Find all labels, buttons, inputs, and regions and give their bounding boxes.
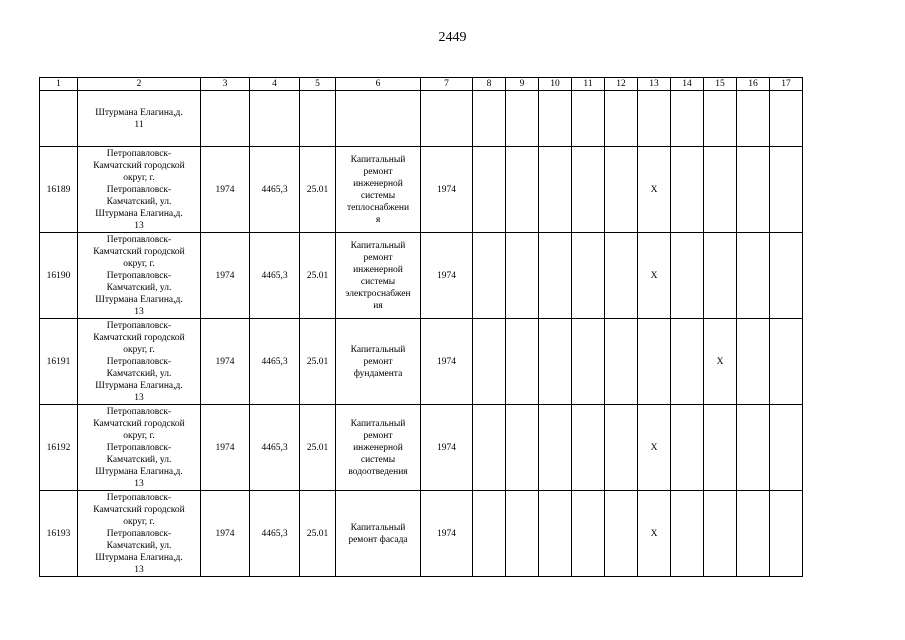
cell-address: Петропавловск- Камчатский городской округ, г. Петропавловск- Камчатский, ул. Штурмана Елагина,д. 13 <box>78 405 201 491</box>
cell-year2: 1974 <box>421 319 473 405</box>
table-row <box>40 319 803 405</box>
cell-year2: 1974 <box>421 491 473 577</box>
cell-area: 4465,3 <box>250 319 300 405</box>
header-row <box>40 78 803 91</box>
column-header: 6 <box>336 78 421 91</box>
cell-year: 1974 <box>201 491 250 577</box>
cell-id <box>40 91 78 147</box>
cell-code: 25.01 <box>300 319 336 405</box>
cell-area: 4465,3 <box>250 147 300 233</box>
column-header: 11 <box>572 78 605 91</box>
cell-work: Капитальный ремонт фасада <box>336 491 421 577</box>
column-header: 1 <box>40 78 78 91</box>
cell-work: Капитальный ремонт инженерной системы водоотведения <box>336 405 421 491</box>
cell-year: 1974 <box>201 233 250 319</box>
cell-col13-mark: X <box>638 491 671 577</box>
cell-code: 25.01 <box>300 147 336 233</box>
column-header: 3 <box>201 78 250 91</box>
cell-work: Капитальный ремонт фундамента <box>336 319 421 405</box>
column-header: 13 <box>638 78 671 91</box>
cell-year: 1974 <box>201 405 250 491</box>
cell-col15-mark <box>704 491 737 577</box>
cell-address: Петропавловск- Камчатский городской округ, г. Петропавловск- Камчатский, ул. Штурмана Елагина,д. 13 <box>78 491 201 577</box>
cell-col15-mark <box>704 147 737 233</box>
cell-area: 4465,3 <box>250 491 300 577</box>
cell-id: 16192 <box>40 405 78 491</box>
cell-id: 16193 <box>40 491 78 577</box>
column-header: 16 <box>737 78 770 91</box>
column-header: 2 <box>78 78 201 91</box>
cell-id: 16190 <box>40 233 78 319</box>
cell-code: 25.01 <box>300 491 336 577</box>
table-row <box>40 405 803 491</box>
table-row <box>40 91 803 147</box>
cell-col13-mark: X <box>638 405 671 491</box>
cell-col13-mark <box>638 319 671 405</box>
column-header: 7 <box>421 78 473 91</box>
cell-address: Петропавловск- Камчатский городской округ, г. Петропавловск- Камчатский, ул. Штурмана Елагина,д. 13 <box>78 319 201 405</box>
table-row <box>40 147 803 233</box>
cell-col15-mark: X <box>704 319 737 405</box>
column-header: 4 <box>250 78 300 91</box>
cell-year: 1974 <box>201 147 250 233</box>
cell-address: Петропавловск- Камчатский городской округ, г. Петропавловск- Камчатский, ул. Штурмана Елагина,д. 13 <box>78 147 201 233</box>
column-header: 10 <box>539 78 572 91</box>
cell-code: 25.01 <box>300 233 336 319</box>
column-header: 15 <box>704 78 737 91</box>
page-number: 2449 <box>438 30 467 45</box>
cell-address: Петропавловск- Камчатский городской округ, г. Петропавловск- Камчатский, ул. Штурмана Елагина,д. 13 <box>78 233 201 319</box>
work-schedule-table <box>39 77 803 577</box>
cell-col15-mark <box>704 233 737 319</box>
column-header: 9 <box>506 78 539 91</box>
cell-work: Капитальный ремонт инженерной системы электроснабжен ия <box>336 233 421 319</box>
cell-col15-mark <box>704 405 737 491</box>
cell-year2: 1974 <box>421 405 473 491</box>
cell-address: Штурмана Елагина,д. 11 <box>78 91 201 147</box>
cell-year2: 1974 <box>421 147 473 233</box>
cell-year2: 1974 <box>421 233 473 319</box>
cell-work: Капитальный ремонт инженерной системы теплоснабжени я <box>336 147 421 233</box>
cell-id: 16189 <box>40 147 78 233</box>
column-header: 5 <box>300 78 336 91</box>
cell-year: 1974 <box>201 319 250 405</box>
cell-area: 4465,3 <box>250 405 300 491</box>
cell-id: 16191 <box>40 319 78 405</box>
table-row <box>40 491 803 577</box>
column-header: 14 <box>671 78 704 91</box>
cell-col13-mark: X <box>638 147 671 233</box>
column-header: 8 <box>473 78 506 91</box>
table-row <box>40 233 803 319</box>
column-header: 12 <box>605 78 638 91</box>
cell-area: 4465,3 <box>250 233 300 319</box>
column-header: 17 <box>770 78 803 91</box>
cell-code: 25.01 <box>300 405 336 491</box>
cell-col13-mark: X <box>638 233 671 319</box>
